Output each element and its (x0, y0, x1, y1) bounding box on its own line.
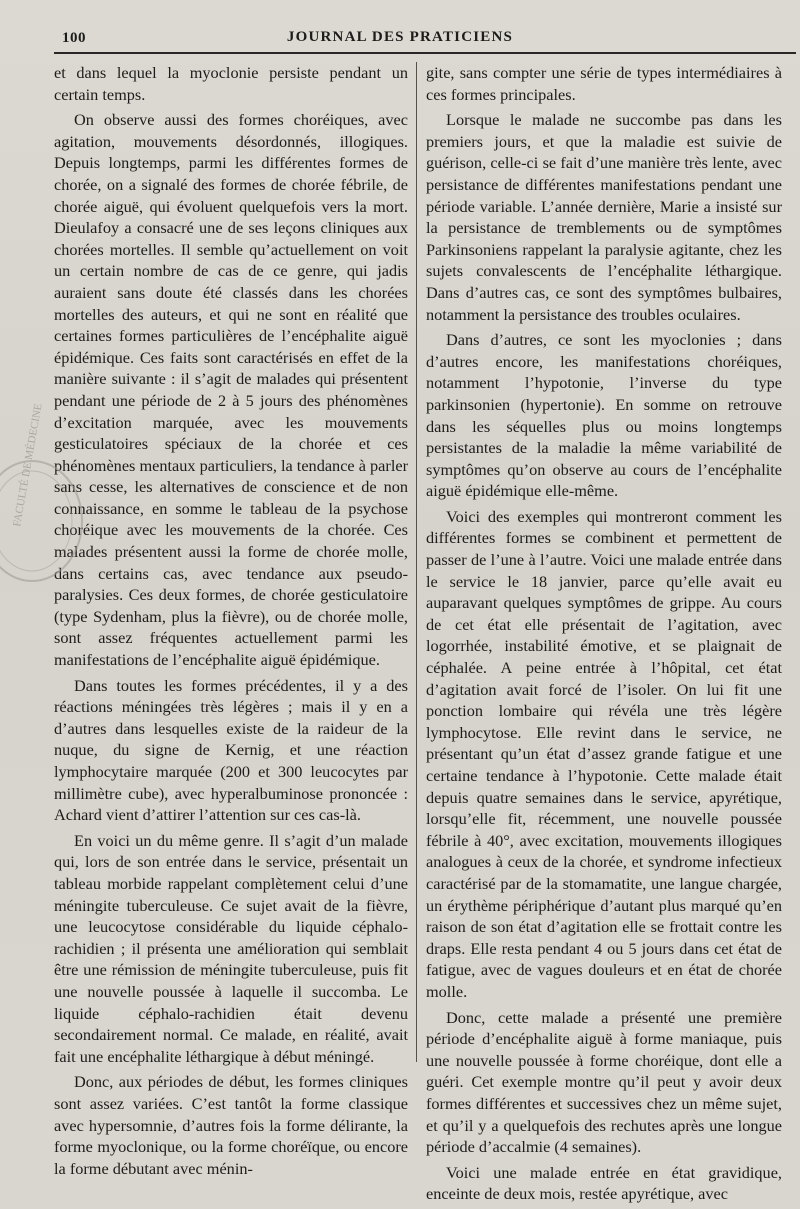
page-number: 100 (62, 30, 86, 46)
paragraph: Donc, cette malade a présenté une première période d’encéphalite aiguë à forme maniaque, puis une nouvelle poussée à forme choréique, dont elle a guéri. Cet exemple montre qu’il peut y avoir deux formes différentes et successives chez un même sujet, et qu’il y a quelquefois des rechutes après une longue période d’accalmie (4 semaines). (426, 1007, 782, 1157)
paragraph: Voici des exemples qui montreront comment les différentes formes se combinent et permettent de passer de l’une à l’autre. Voici une malade entrée dans le service le 18 janvier, parce qu’elle avait eu auparavant quelques symptômes de grippe. Au cours de cet état elle présentait de l’agitation, avec logorrhée, instabilité émotive, et se plaignait de céphalée. A peine entrée à l’hôpital, cet état d’agitation avait forcé de l’isoler. On lui fit une ponction lombaire qui révéla une très légère lymphocytose. Elle revint dans le service, ne présentant qu’un état d’assez grande fatigue et une certaine tendance à l’hypotonie. Cette malade était depuis quatre semaines dans le service, apyrétique, lorsqu’elle fit, récemment, une nouvelle poussée fébrile à 40°, avec excitation, mouvements illogiques analogues à ceux de la chorée, et syndrome infectieux caractérisé par de la stomamatite, une langue chargée, un érythème périphérique d’autant plus marqué qu’en raison de son état d’agitation elle se frottait contre les draps. Elle resta pendant 4 ou 5 jours dans cet état de fatigue, avec de vagues douleurs et en état de chorée molle. (426, 506, 782, 1001)
paragraph: Dans toutes les formes précédentes, il y a des réactions méningées très légères ; mais il y en a d’autres dans lesquelles existe de la raideur de la nuque, du signe de Kernig, et une réaction lymphocytaire marquée (200 et 300 leucocytes par millimètre cube), avec hyperalbuminose prononcée : Achard vient d’attirer l’attention sur ces cas-là. (54, 675, 408, 825)
column-divider (416, 62, 417, 1062)
paragraph: Voici une malade entrée en état gravidique, enceinte de deux mois, restée apyrétique, avec (426, 1162, 782, 1204)
paragraph: Lorsque le malade ne succombe pas dans les premiers jours, et que la maladie est suivie de guérison, celle-ci se fait d’une manière très lente, avec persistance de différentes manifestations pendant une période variable. L’année dernière, Marie a insisté sur la persistance de tremblements ou de symptômes Parkinsoniens rappelant la paralysie agitante, chez les sujets convalescents de l’encéphalite léthargique. Dans d’autres cas, ce sont des symptômes bulbaires, notamment la persistance des troubles oculaires. (426, 110, 782, 324)
paragraph: En voici un du même genre. Il s’agit d’un malade qui, lors de son entrée dans le service, présentait un tableau morbide rappelant complètement celui d’une méningite tuberculeuse. Ce sujet avait de la fièvre, une leucocytose considérable du liquide céphalo-rachidien ; il présenta une amélioration qui semblait être une rémission de méningite tuberculeuse, puis fit une nouvelle poussée à laquelle il succomba. Le liquide céphalo-rachidien était devenu secondairement normal. Ce malade, en réalité, avait fait une encéphalite léthargique à début méningé. (54, 830, 408, 1066)
paragraph: On observe aussi des formes choréiques, avec agitation, mouvements désordonnés, illogiques. Depuis longtemps, parmi les différentes formes de chorée, on a signalé des formes de chorée fébrile, de chorée aiguë, qui évoluent quelquefois vers la mort. Dieulafoy a consacré une de ses leçons cliniques aux chorées mortelles. Il semble qu’actuellement on voit un certain nombre de cas de ce genre, qui jadis auraient sans doute été classés dans les chorées mortelles des auteurs, et qui ne sont en réalité que certaines formes particulières de l’encéphalite aiguë épidémique. Ces faits sont caractérisés en effet de la manière suivante : il s’agit de malades qui présentent pendant une période de 2 à 5 jours des phénomènes d’excitation marquée, avec les mouvements gesticulatoires spéciaux de la chorée et ces phénomènes mentaux particuliers, la tendance à parler sans cesse, les alternatives de conscience et de non connaissance, en somme le tableau de la psychose choréique avec les mouvements de la chorée. Ces malades présentent aussi la forme de chorée molle, dans certains cas, avec tendance aux pseudo-paralysies. Ces deux formes, de chorée gesticulatoire (type Sydenham, plus la fièvre), ou de chorée molle, sont assez fréquentes actuellement parmi les manifestations de l’encéphalite aiguë épidémique. (54, 110, 408, 670)
header-rule (54, 52, 796, 54)
paragraph: et dans lequel la myoclonie persiste pendant un certain temps. (54, 63, 408, 104)
svg-text:FACULTÉ DE MÉDECINE: FACULTÉ DE MÉDECINE (11, 402, 45, 528)
paragraph: Dans d’autres, ce sont les myoclonies ; dans d’autres encore, les manifestations choréiques, notamment l’hypotonie, l’inverse du type parkinsonien (hypertonie). En somme on retrouve dans les séquelles plus ou moins longtemps persistantes de la maladie la même variabilité de symptômes qu’on observe au cours de l’encéphalite aiguë épidémique elle-même. (426, 330, 782, 501)
right-column (426, 62, 782, 1209)
library-stamp (2, 402, 88, 587)
paragraph: Donc, aux périodes de début, les formes cliniques sont assez variées. C’est tantôt la forme classique avec hypersomnie, d’autres fois la forme délirante, la forme myoclonique, ou la forme choréïque, ou encore la forme débutant avec ménin- (54, 1072, 408, 1178)
left-column (54, 62, 408, 1183)
page-header (0, 0, 800, 52)
running-title: JOURNAL DES PRATICIENS (286, 29, 514, 45)
paragraph: gite, sans compter une série de types intermédiaires à ces formes principales. (426, 63, 782, 104)
